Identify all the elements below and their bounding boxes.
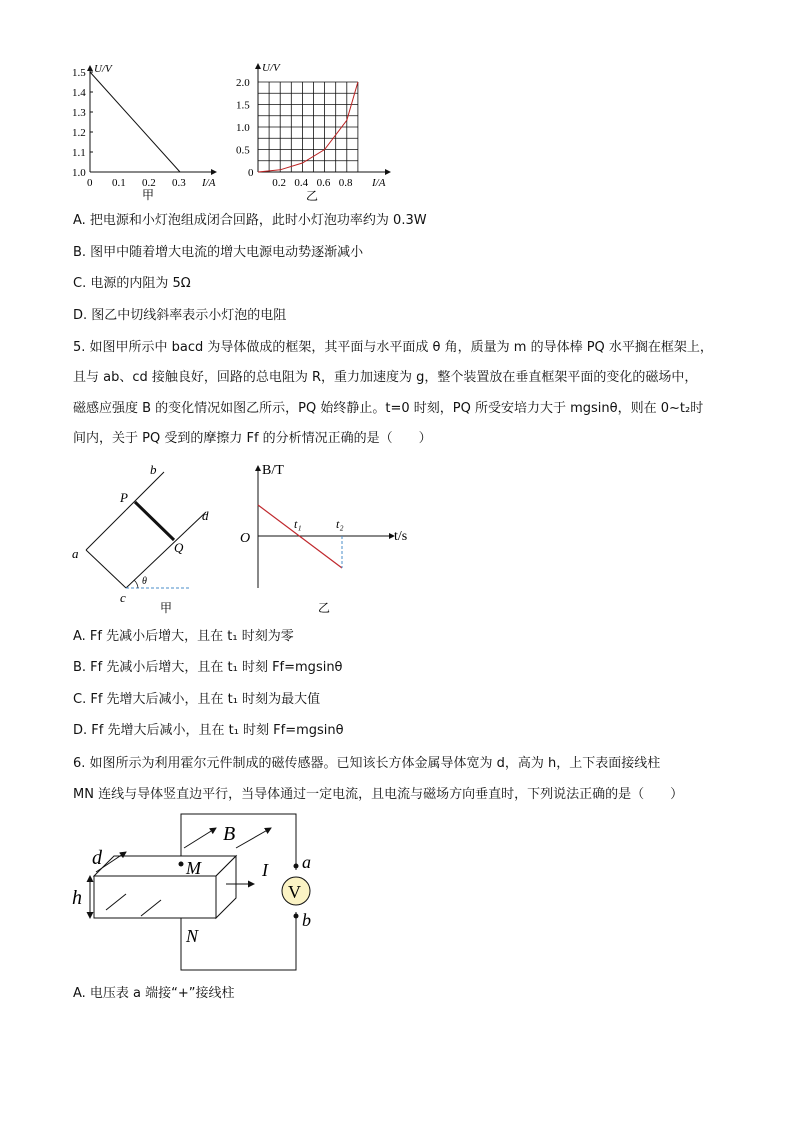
q4a-x-label: I/A (202, 177, 216, 189)
svg-text:t₂: t₂ (336, 517, 344, 531)
q4a-y-tick-label: 1.3 (72, 107, 86, 119)
q4-option-b: B. 图甲中随着增大电流的增大电源电动势逐渐减小 (73, 245, 364, 260)
q4b-y-tick-label: 2.0 (236, 77, 250, 89)
q4a-x-tick-label: 0 (87, 177, 93, 189)
svg-text:B: B (223, 823, 236, 845)
svg-text:t₁: t₁ (294, 517, 302, 531)
q5-fig-a-caption: 甲 (160, 601, 173, 615)
q4-option-a: A. 把电源和小灯泡组成闭合回路，此时小灯泡功率约为 0.3W (73, 213, 427, 228)
svg-text:B/T: B/T (262, 463, 284, 478)
q5-text-line-4: 间内，关于 PQ 受到的摩擦力 Ff 的分析情况正确的是（ ） (73, 431, 432, 446)
q4-graph-a (66, 58, 226, 203)
q5-text-line-2: 且与 ab、cd 接触良好，回路的总电阻为 R，重力加速度为 g，整个装置放在垂直框架平面的变化的磁场中， (73, 370, 698, 385)
rod-pq (135, 502, 174, 540)
svg-text:t/s: t/s (394, 529, 408, 544)
q4a-x-tick-label: 0.2 (142, 177, 156, 189)
q4a-y-tick-label: 1.0 (72, 167, 86, 179)
q4a-y-tick-label: 1.5 (72, 67, 86, 79)
q4-graph-b (230, 58, 400, 206)
svg-text:Q: Q (174, 540, 184, 555)
svg-text:h: h (72, 887, 82, 909)
q5-fig-b-caption: 乙 (318, 601, 331, 615)
svg-text:b: b (302, 910, 311, 930)
svg-text:M: M (186, 858, 201, 878)
q5-text-line-1: 5. 如图甲所示中 bacd 为导体做成的框架，其平面与水平面成 θ 角，质量为 m 的导体棒 PQ 水平搁在框架上， (73, 340, 713, 355)
q5-frame-figure (66, 460, 236, 620)
svg-text:I: I (262, 860, 268, 880)
q4-option-d: D. 图乙中切线斜率表示小灯泡的电阻 (73, 308, 287, 323)
q5-option-a: A. Ff 先减小后增大，且在 t₁ 时刻为零 (73, 629, 294, 644)
q4a-caption: 甲 (142, 188, 155, 202)
q4a-y-tick-label: 1.1 (72, 147, 86, 159)
q6-text-line-2: MN 连线与导体竖直边平行，当导体通过一定电流，且电流与磁场方向垂直时，下列说法正确的是（ ） (73, 787, 684, 802)
q4a-y-tick-label: 1.4 (72, 87, 86, 99)
q4b-x-tick-label: 0.4 (294, 177, 309, 189)
q4b-y-tick-label: 1.0 (236, 122, 250, 134)
q4b-y-tick-label: 1.5 (236, 99, 250, 112)
svg-text:V: V (288, 882, 301, 902)
svg-text:N: N (186, 926, 199, 946)
svg-text:d: d (202, 508, 209, 523)
q5-option-d: D. Ff 先增大后减小，且在 t₁ 时刻 Ff=mgsinθ (73, 723, 344, 738)
q5-bt-graph (234, 460, 424, 620)
svg-text:P: P (120, 490, 128, 505)
q4-option-c: C. 电源的内阻为 5Ω (73, 276, 191, 291)
q6-hall-sensor-figure (66, 808, 316, 978)
q6-text-line-1: 6. 如图所示为利用霍尔元件制成的磁传感器。已知该长方体金属导体宽为 d，高为 h，上下表面接线柱 (73, 756, 661, 771)
svg-text:O: O (240, 531, 251, 546)
q4b-y-tick-label: 0.5 (236, 144, 250, 157)
q5-option-c: C. Ff 先增大后减小，且在 t₁ 时刻为最大值 (73, 692, 321, 707)
q4a-y-label: U/V (94, 63, 112, 75)
svg-text:c: c (120, 590, 126, 605)
svg-text:d: d (92, 847, 102, 869)
q4b-caption: 乙 (306, 189, 319, 203)
q6-option-a: A. 电压表 a 端接“+”接线柱 (73, 986, 235, 1001)
q4b-x-tick-label: 0.2 (272, 177, 286, 189)
q4b-y-tick-label: 0 (248, 167, 254, 179)
q4a-x-tick-label: 0.3 (172, 177, 186, 189)
svg-text:θ: θ (142, 576, 147, 587)
q4b-x-label: I/A (372, 177, 386, 189)
svg-text:b: b (150, 462, 157, 477)
q4b-x-tick-label: 0.6 (316, 177, 331, 189)
q4b-x-tick-label: 0.8 (338, 177, 353, 189)
q5-text-line-3: 磁感应强度 B 的变化情况如图乙所示，PQ 始终静止。t=0 时刻，PQ 所受安培力大于 mgsinθ，则在 0~t₂时 (73, 401, 704, 416)
q4a-x-tick-label: 0.1 (112, 177, 126, 189)
q4a-data-line (90, 72, 180, 172)
q5-option-b: B. Ff 先减小后增大，且在 t₁ 时刻 Ff=mgsinθ (73, 660, 343, 675)
q4b-y-label: U/V (262, 62, 280, 74)
q4a-y-tick-label: 1.2 (72, 127, 86, 139)
svg-text:a: a (302, 852, 311, 872)
svg-text:a: a (72, 546, 79, 561)
